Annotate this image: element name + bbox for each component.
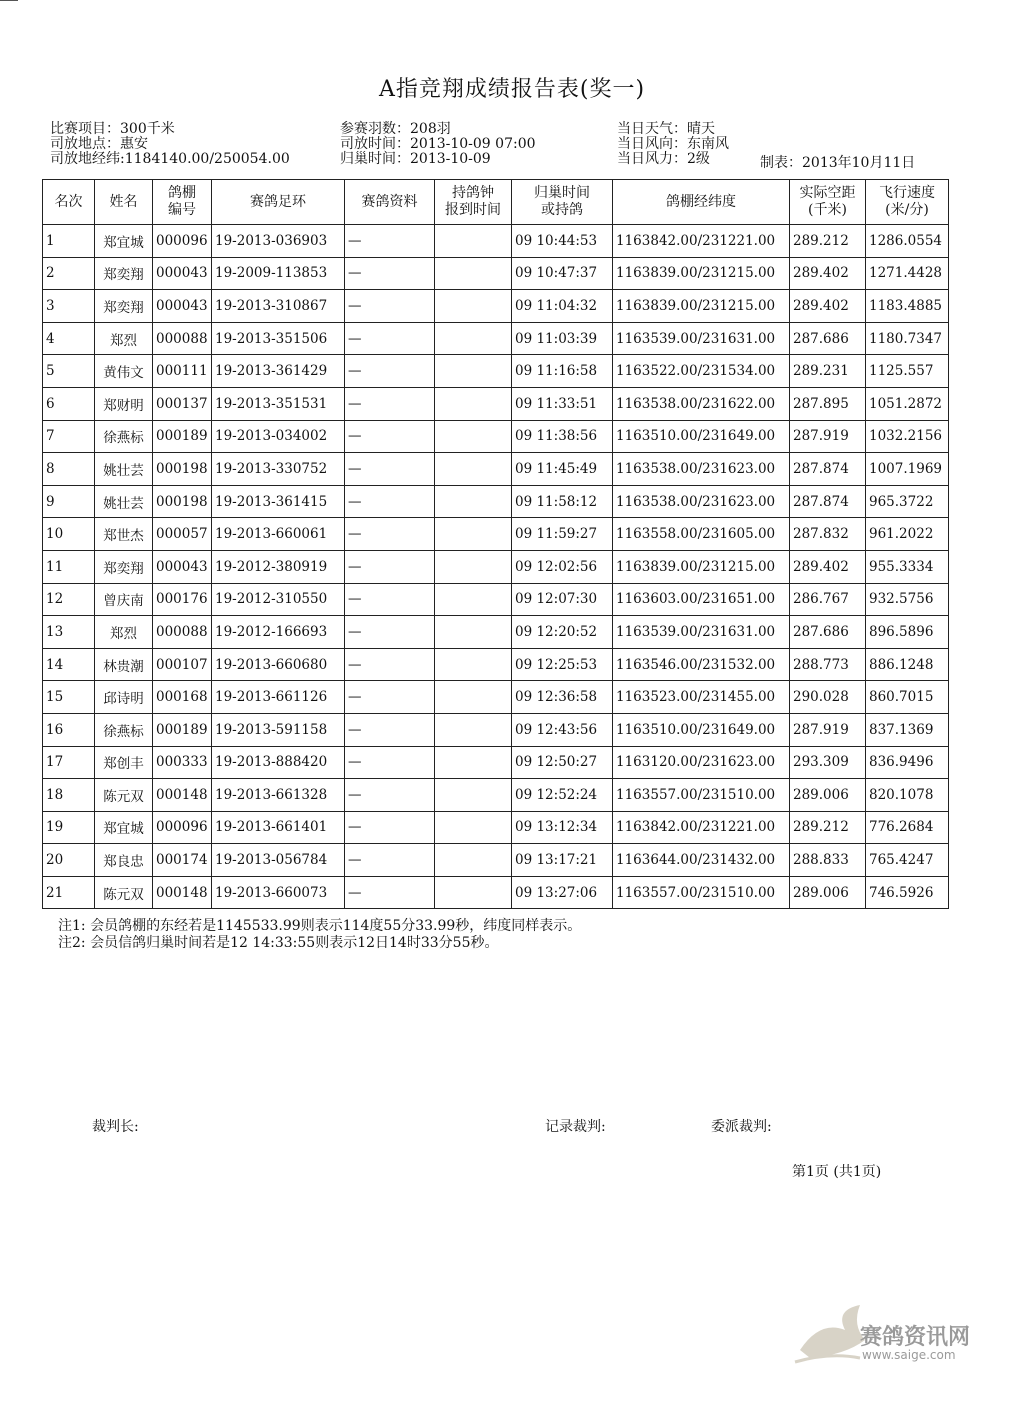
rank-cell: 13 [43,616,95,649]
header-name: 姓名 [95,180,153,225]
clock-time-cell [435,225,512,258]
flyer-name-cell: 姚壮芸 [95,485,153,518]
distance-cell: 289.402 [790,257,866,290]
loft-id-cell: 000088 [153,616,212,649]
loft-id-cell: 000333 [153,746,212,779]
distance-cell: 287.919 [790,420,866,453]
loft-id-cell: 000096 [153,225,212,258]
clock-time-cell [435,518,512,551]
ring-cell: 19-2009-113853 [212,257,345,290]
speed-cell: 965.3722 [866,485,949,518]
loft-id-cell: 000137 [153,387,212,420]
flyer-name-cell: 徐燕标 [95,420,153,453]
ring-cell: 19-2013-660680 [212,648,345,681]
loft-id-cell: 000043 [153,257,212,290]
distance-cell: 287.919 [790,713,866,746]
ring-cell: 19-2013-661401 [212,811,345,844]
rank-cell: 17 [43,746,95,779]
arrival-cell: 09 11:45:49 [512,453,613,486]
flyer-name-cell: 郑奕翔 [95,290,153,323]
clock-time-cell [435,681,512,714]
speed-cell: 1286.0554 [866,225,949,258]
info-cell: — [345,746,435,779]
rank-cell: 11 [43,550,95,583]
rank-cell: 7 [43,420,95,453]
info-cell: — [345,485,435,518]
rank-cell: 2 [43,257,95,290]
arrival-cell: 09 13:27:06 [512,876,613,909]
info-cell: — [345,225,435,258]
clock-time-cell [435,485,512,518]
coords-cell: 1163538.00/231623.00 [613,453,790,486]
table-header-row [43,180,949,225]
meta-column-times [340,122,536,167]
rank-cell: 16 [43,713,95,746]
meta-release-time: 司放时间：2013-10-09 07:00 [340,136,536,152]
speed-cell: 776.2684 [866,811,949,844]
ring-cell: 19-2013-056784 [212,844,345,877]
ring-cell: 19-2013-034002 [212,420,345,453]
delegated-referee-label: 委派裁判: [711,1119,772,1135]
rank-cell: 14 [43,648,95,681]
speed-cell: 1007.1969 [866,453,949,486]
distance-cell: 287.874 [790,453,866,486]
speed-cell: 1125.557 [866,355,949,388]
distance-cell: 287.832 [790,518,866,551]
coords-cell: 1163839.00/231215.00 [613,550,790,583]
ring-cell: 19-2013-351506 [212,322,345,355]
loft-id-cell: 000088 [153,322,212,355]
speed-cell: 1183.4885 [866,290,949,323]
header-info: 赛鸽资料 [345,180,435,225]
distance-cell: 290.028 [790,681,866,714]
loft-id-cell: 000096 [153,811,212,844]
rank-cell: 1 [43,225,95,258]
table-row [43,355,949,388]
chief-referee-label: 裁判长: [92,1119,139,1135]
table-row [43,616,949,649]
header-speed: 飞行速度 (米/分) [866,180,949,225]
loft-id-cell: 000168 [153,681,212,714]
speed-cell: 765.4247 [866,844,949,877]
coords-cell: 1163558.00/231605.00 [613,518,790,551]
header-ring: 赛鸽足环 [212,180,345,225]
coords-cell: 1163842.00/231221.00 [613,225,790,258]
loft-id-cell: 000174 [153,844,212,877]
footnote-1: 注1: 会员鸽棚的东经若是1145533.99则表示114度55分33.99秒，纬度同样表示。 [58,918,582,934]
info-cell: — [345,844,435,877]
rank-cell: 10 [43,518,95,551]
table-row [43,257,949,290]
rank-cell: 15 [43,681,95,714]
flyer-name-cell: 郑宜城 [95,811,153,844]
distance-cell: 289.402 [790,290,866,323]
table-row [43,225,949,258]
meta-weather: 当日天气：晴天 [617,121,715,137]
ring-cell: 19-2013-361429 [212,355,345,388]
speed-cell: 746.5926 [866,876,949,909]
results-table [42,179,949,909]
page-number: 第1页 (共1页) [792,1164,882,1180]
ring-cell: 19-2013-660061 [212,518,345,551]
ring-cell: 19-2012-310550 [212,583,345,616]
table-row [43,876,949,909]
watermark-url: www.saige.com [862,1348,956,1362]
rank-cell: 9 [43,485,95,518]
table-row [43,322,949,355]
table-row [43,583,949,616]
speed-cell: 955.3334 [866,550,949,583]
coords-cell: 1163546.00/231532.00 [613,648,790,681]
arrival-cell: 09 12:02:56 [512,550,613,583]
loft-id-cell: 000148 [153,779,212,812]
info-cell: — [345,713,435,746]
info-cell: — [345,290,435,323]
coords-cell: 1163120.00/231623.00 [613,746,790,779]
speed-cell: 886.1248 [866,648,949,681]
arrival-cell: 09 13:17:21 [512,844,613,877]
arrival-cell: 09 12:50:27 [512,746,613,779]
distance-cell: 289.006 [790,876,866,909]
table-row [43,453,949,486]
info-cell: — [345,257,435,290]
rank-cell: 4 [43,322,95,355]
coords-cell: 1163842.00/231221.00 [613,811,790,844]
header-distance: 实际空距 (千米) [790,180,866,225]
table-row [43,746,949,779]
flyer-name-cell: 郑创丰 [95,746,153,779]
meta-release-coords: 司放地经纬:1184140.00/250054.00 [50,151,290,167]
meta-made-date: 制表：2013年10月11日 [760,155,916,171]
loft-id-cell: 000198 [153,485,212,518]
arrival-cell: 09 11:58:12 [512,485,613,518]
coords-cell: 1163539.00/231631.00 [613,616,790,649]
rank-cell: 19 [43,811,95,844]
arrival-cell: 09 10:47:37 [512,257,613,290]
distance-cell: 289.212 [790,811,866,844]
arrival-cell: 09 12:52:24 [512,779,613,812]
flyer-name-cell: 黄伟文 [95,355,153,388]
rank-cell: 20 [43,844,95,877]
ring-cell: 19-2013-036903 [212,225,345,258]
ring-cell: 19-2013-310867 [212,290,345,323]
meta-entries: 参赛羽数：208羽 [340,121,451,137]
speed-cell: 820.1078 [866,779,949,812]
speed-cell: 1051.2872 [866,387,949,420]
arrival-cell: 09 11:04:32 [512,290,613,323]
ring-cell: 19-2013-591158 [212,713,345,746]
loft-id-cell: 000198 [153,453,212,486]
table-row [43,420,949,453]
header-rank: 名次 [43,180,95,225]
recording-referee-label: 记录裁判: [545,1119,606,1135]
table-row [43,485,949,518]
flyer-name-cell: 林贵潮 [95,648,153,681]
loft-id-cell: 000189 [153,713,212,746]
info-cell: — [345,616,435,649]
rank-cell: 5 [43,355,95,388]
ring-cell: 19-2012-380919 [212,550,345,583]
info-cell: — [345,355,435,388]
clock-time-cell [435,355,512,388]
distance-cell: 287.686 [790,322,866,355]
arrival-cell: 09 12:25:53 [512,648,613,681]
ring-cell: 19-2013-361415 [212,485,345,518]
table-row [43,844,949,877]
clock-time-cell [435,746,512,779]
distance-cell: 289.231 [790,355,866,388]
table-row [43,518,949,551]
ring-cell: 19-2012-166693 [212,616,345,649]
arrival-cell: 09 11:59:27 [512,518,613,551]
info-cell: — [345,779,435,812]
arrival-cell: 09 12:20:52 [512,616,613,649]
table-row [43,681,949,714]
footnote-2: 注2: 会员信鸽归巢时间若是12 14:33:55则表示12日14时33分55秒。 [58,935,499,951]
meta-wind-direction: 当日风向：东南风 [617,136,729,152]
info-cell: — [345,387,435,420]
distance-cell: 288.773 [790,648,866,681]
ring-cell: 19-2013-888420 [212,746,345,779]
ring-cell: 19-2013-351531 [212,387,345,420]
table-row [43,811,949,844]
loft-id-cell: 000148 [153,876,212,909]
speed-cell: 1180.7347 [866,322,949,355]
ring-cell: 19-2013-330752 [212,453,345,486]
flyer-name-cell: 郑奕翔 [95,550,153,583]
report-title: A指竞翔成绩报告表(奖一) [378,77,646,102]
meta-wind-force: 当日风力：2级 [617,151,710,167]
clock-time-cell [435,453,512,486]
header-coords: 鸽棚经纬度 [613,180,790,225]
flyer-name-cell: 郑世杰 [95,518,153,551]
flyer-name-cell: 郑财明 [95,387,153,420]
clock-time-cell [435,290,512,323]
arrival-cell: 09 11:33:51 [512,387,613,420]
flyer-name-cell: 郑良忠 [95,844,153,877]
flyer-name-cell: 郑宜城 [95,225,153,258]
loft-id-cell: 000043 [153,550,212,583]
table-row [43,779,949,812]
clock-time-cell [435,844,512,877]
rank-cell: 8 [43,453,95,486]
coords-cell: 1163538.00/231622.00 [613,387,790,420]
watermark-name: 赛鸽资讯网 [860,1325,971,1350]
flyer-name-cell: 郑烈 [95,616,153,649]
meta-release-site: 司放地点：惠安 [50,136,148,152]
arrival-cell: 09 12:43:56 [512,713,613,746]
ring-cell: 19-2013-661328 [212,779,345,812]
distance-cell: 288.833 [790,844,866,877]
coords-cell: 1163557.00/231510.00 [613,779,790,812]
loft-id-cell: 000107 [153,648,212,681]
distance-cell: 293.309 [790,746,866,779]
info-cell: — [345,681,435,714]
loft-id-cell: 000057 [153,518,212,551]
distance-cell: 287.686 [790,616,866,649]
arrival-cell: 09 13:12:34 [512,811,613,844]
table-row [43,387,949,420]
speed-cell: 1032.2156 [866,420,949,453]
rank-cell: 6 [43,387,95,420]
clock-time-cell [435,583,512,616]
coords-cell: 1163539.00/231631.00 [613,322,790,355]
info-cell: — [345,550,435,583]
distance-cell: 287.895 [790,387,866,420]
meta-return-time: 归巢时间：2013-10-09 [340,151,491,167]
loft-id-cell: 000189 [153,420,212,453]
table-row [43,290,949,323]
speed-cell: 1271.4428 [866,257,949,290]
table-row [43,648,949,681]
flyer-name-cell: 陈元双 [95,779,153,812]
clock-time-cell [435,387,512,420]
clock-time-cell [435,616,512,649]
ring-cell: 19-2013-661126 [212,681,345,714]
scan-edge-mark [0,0,18,1]
flyer-name-cell: 陈元双 [95,876,153,909]
loft-id-cell: 000043 [153,290,212,323]
clock-time-cell [435,648,512,681]
distance-cell: 289.006 [790,779,866,812]
info-cell: — [345,453,435,486]
ring-cell: 19-2013-660073 [212,876,345,909]
header-clock-time: 持鸽钟 报到时间 [435,180,512,225]
speed-cell: 932.5756 [866,583,949,616]
speed-cell: 836.9496 [866,746,949,779]
rank-cell: 18 [43,779,95,812]
clock-time-cell [435,779,512,812]
coords-cell: 1163839.00/231215.00 [613,257,790,290]
info-cell: — [345,648,435,681]
clock-time-cell [435,876,512,909]
footnotes [58,918,581,952]
meta-column-weather [617,122,729,167]
coords-cell: 1163603.00/231651.00 [613,583,790,616]
coords-cell: 1163523.00/231455.00 [613,681,790,714]
header-arrival: 归巢时间 或持鸽 [512,180,613,225]
clock-time-cell [435,811,512,844]
clock-time-cell [435,257,512,290]
coords-cell: 1163538.00/231623.00 [613,485,790,518]
loft-id-cell: 000176 [153,583,212,616]
distance-cell: 289.212 [790,225,866,258]
info-cell: — [345,811,435,844]
coords-cell: 1163510.00/231649.00 [613,713,790,746]
flyer-name-cell: 姚壮芸 [95,453,153,486]
distance-cell: 289.402 [790,550,866,583]
coords-cell: 1163557.00/231510.00 [613,876,790,909]
meta-race-item: 比赛项目：300千米 [50,121,175,137]
flyer-name-cell: 曾庆南 [95,583,153,616]
meta-column-race [50,122,290,167]
coords-cell: 1163522.00/231534.00 [613,355,790,388]
speed-cell: 896.5896 [866,616,949,649]
flyer-name-cell: 郑奕翔 [95,257,153,290]
info-cell: — [345,876,435,909]
flyer-name-cell: 徐燕标 [95,713,153,746]
arrival-cell: 09 10:44:53 [512,225,613,258]
rank-cell: 12 [43,583,95,616]
table-body [43,225,949,909]
header-loft-id: 鸽棚 编号 [153,180,212,225]
info-cell: — [345,420,435,453]
arrival-cell: 09 11:38:56 [512,420,613,453]
table-row [43,550,949,583]
arrival-cell: 09 12:07:30 [512,583,613,616]
info-cell: — [345,518,435,551]
flyer-name-cell: 邱诗明 [95,681,153,714]
rank-cell: 3 [43,290,95,323]
clock-time-cell [435,322,512,355]
loft-id-cell: 000111 [153,355,212,388]
arrival-cell: 09 11:16:58 [512,355,613,388]
speed-cell: 860.7015 [866,681,949,714]
distance-cell: 287.874 [790,485,866,518]
coords-cell: 1163510.00/231649.00 [613,420,790,453]
info-cell: — [345,583,435,616]
coords-cell: 1163644.00/231432.00 [613,844,790,877]
speed-cell: 837.1369 [866,713,949,746]
table-row [43,713,949,746]
arrival-cell: 09 11:03:39 [512,322,613,355]
clock-time-cell [435,420,512,453]
flyer-name-cell: 郑烈 [95,322,153,355]
coords-cell: 1163839.00/231215.00 [613,290,790,323]
rank-cell: 21 [43,876,95,909]
clock-time-cell [435,550,512,583]
speed-cell: 961.2022 [866,518,949,551]
distance-cell: 286.767 [790,583,866,616]
clock-time-cell [435,713,512,746]
info-cell: — [345,322,435,355]
arrival-cell: 09 12:36:58 [512,681,613,714]
